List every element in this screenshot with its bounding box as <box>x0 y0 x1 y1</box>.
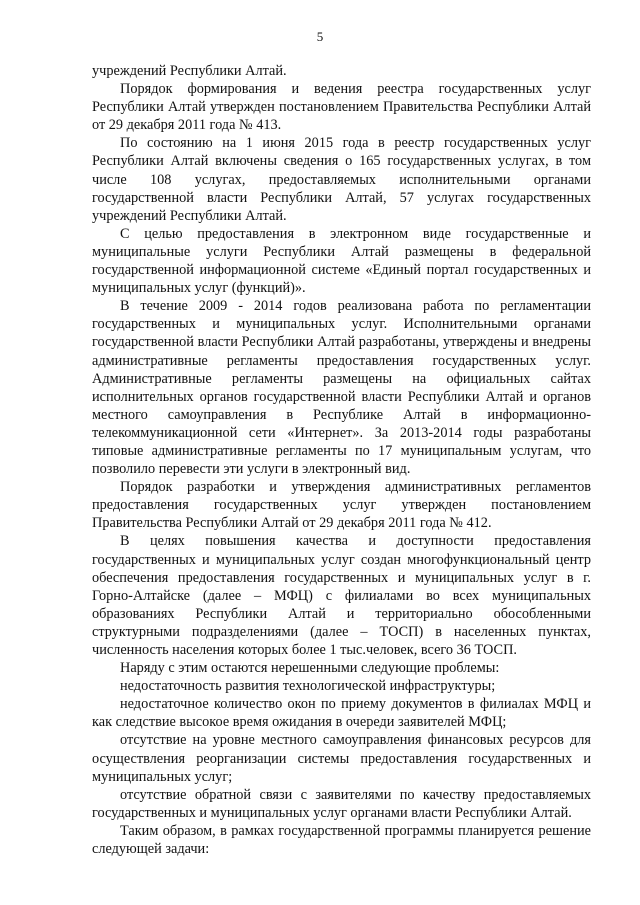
problem-item-infrastructure: недостаточность развития технологической инфраструктуры; <box>120 678 496 695</box>
paragraph-task-intro: Таким образом, в рамках государственной программы планируется решение следующей задачи: <box>92 822 591 858</box>
problem-item-windows: недостаточное количество окон по приему документов в филиалах МФЦ и как следствие высокое время ожидания в очереди заявителей МФЦ; <box>92 696 591 731</box>
paragraph-registry-procedure: Порядок формирования и ведения реестра государственных услуг Республики Алтай утвержден постановлением Правительства Республики Алтай от 29 декабря 2011 года № 413. <box>92 81 591 134</box>
paragraph-problems-intro: Наряду с этим остаются нерешенными следующие проблемы: <box>120 660 500 677</box>
paragraph-regulation-procedure: Порядок разработки и утверждения административных регламентов предоставления государственных услуг утвержден постановлением Правительства Республики Алтай от 29 декабря 2011 года № 412. <box>92 479 591 532</box>
problem-item-finance: отсутствие на уровне местного самоуправления финансовых ресурсов для осуществления реорганизации системы предоставления государственных и муниципальных услуг; <box>92 732 591 785</box>
paragraph-mfc: В целях повышения качества и доступности предоставления государственных и муниципальных услуг создан многофункциональный центр обеспечения предоставления государственных и муниципальных услуг в г. Горно-Алтайске (далее – МФЦ) с филиалами во всех муниципальных образованиях Республики Алтай и территориально обособленными структурными подразделениями (далее – ТОСП) в населенных пунктах, численность населения которых более 1 тыс.человек, всего 36 ТОСП. <box>92 533 591 658</box>
document-body <box>92 62 591 858</box>
page-number: 5 <box>316 29 324 44</box>
problem-item-feedback: отсутствие обратной связи с заявителями по качеству предоставляемых государственных и муниципальных услуг органами власти Республики Алтай. <box>92 786 591 821</box>
paragraph-registry-status: По состоянию на 1 июня 2015 года в реестр государственных услуг Республики Алтай включены сведения о 165 государственных услугах, в том числе 108 услугах, предоставляемых исполнительными органами государственной власти Республики Алтай, 57 услугах государственных учреждений Республики Алтай. <box>92 135 591 224</box>
paragraph-electronic-services: С целью предоставления в электронном виде государственные и муниципальные услуги Республики Алтай размещены в федеральной государственной информационной системе «Единый портал государственных и муниципальных услуг (функций)». <box>92 225 591 297</box>
paragraph-continuation: учреждений Республики Алтай. <box>92 63 287 79</box>
paragraph-regulation-work: В течение 2009 - 2014 годов реализована работа по регламентации государственных и муниципальных услуг. Исполнительными органами государственной власти Республики Алтай разработаны, утверждены и внедрены административные регламенты предоставления государственных услуг. Административные регламенты размещены на официальных сайтах исполнительных органов государственной власти Республики Алтай и органов местного самоуправления в Республике Алтай в информационно-телекоммуникационной сети «Интернет». За 2013-2014 годы разработаны типовые административные регламенты по 17 муниципальным услугам, что позволило перевести эти услуги в электронный вид. <box>92 298 591 478</box>
